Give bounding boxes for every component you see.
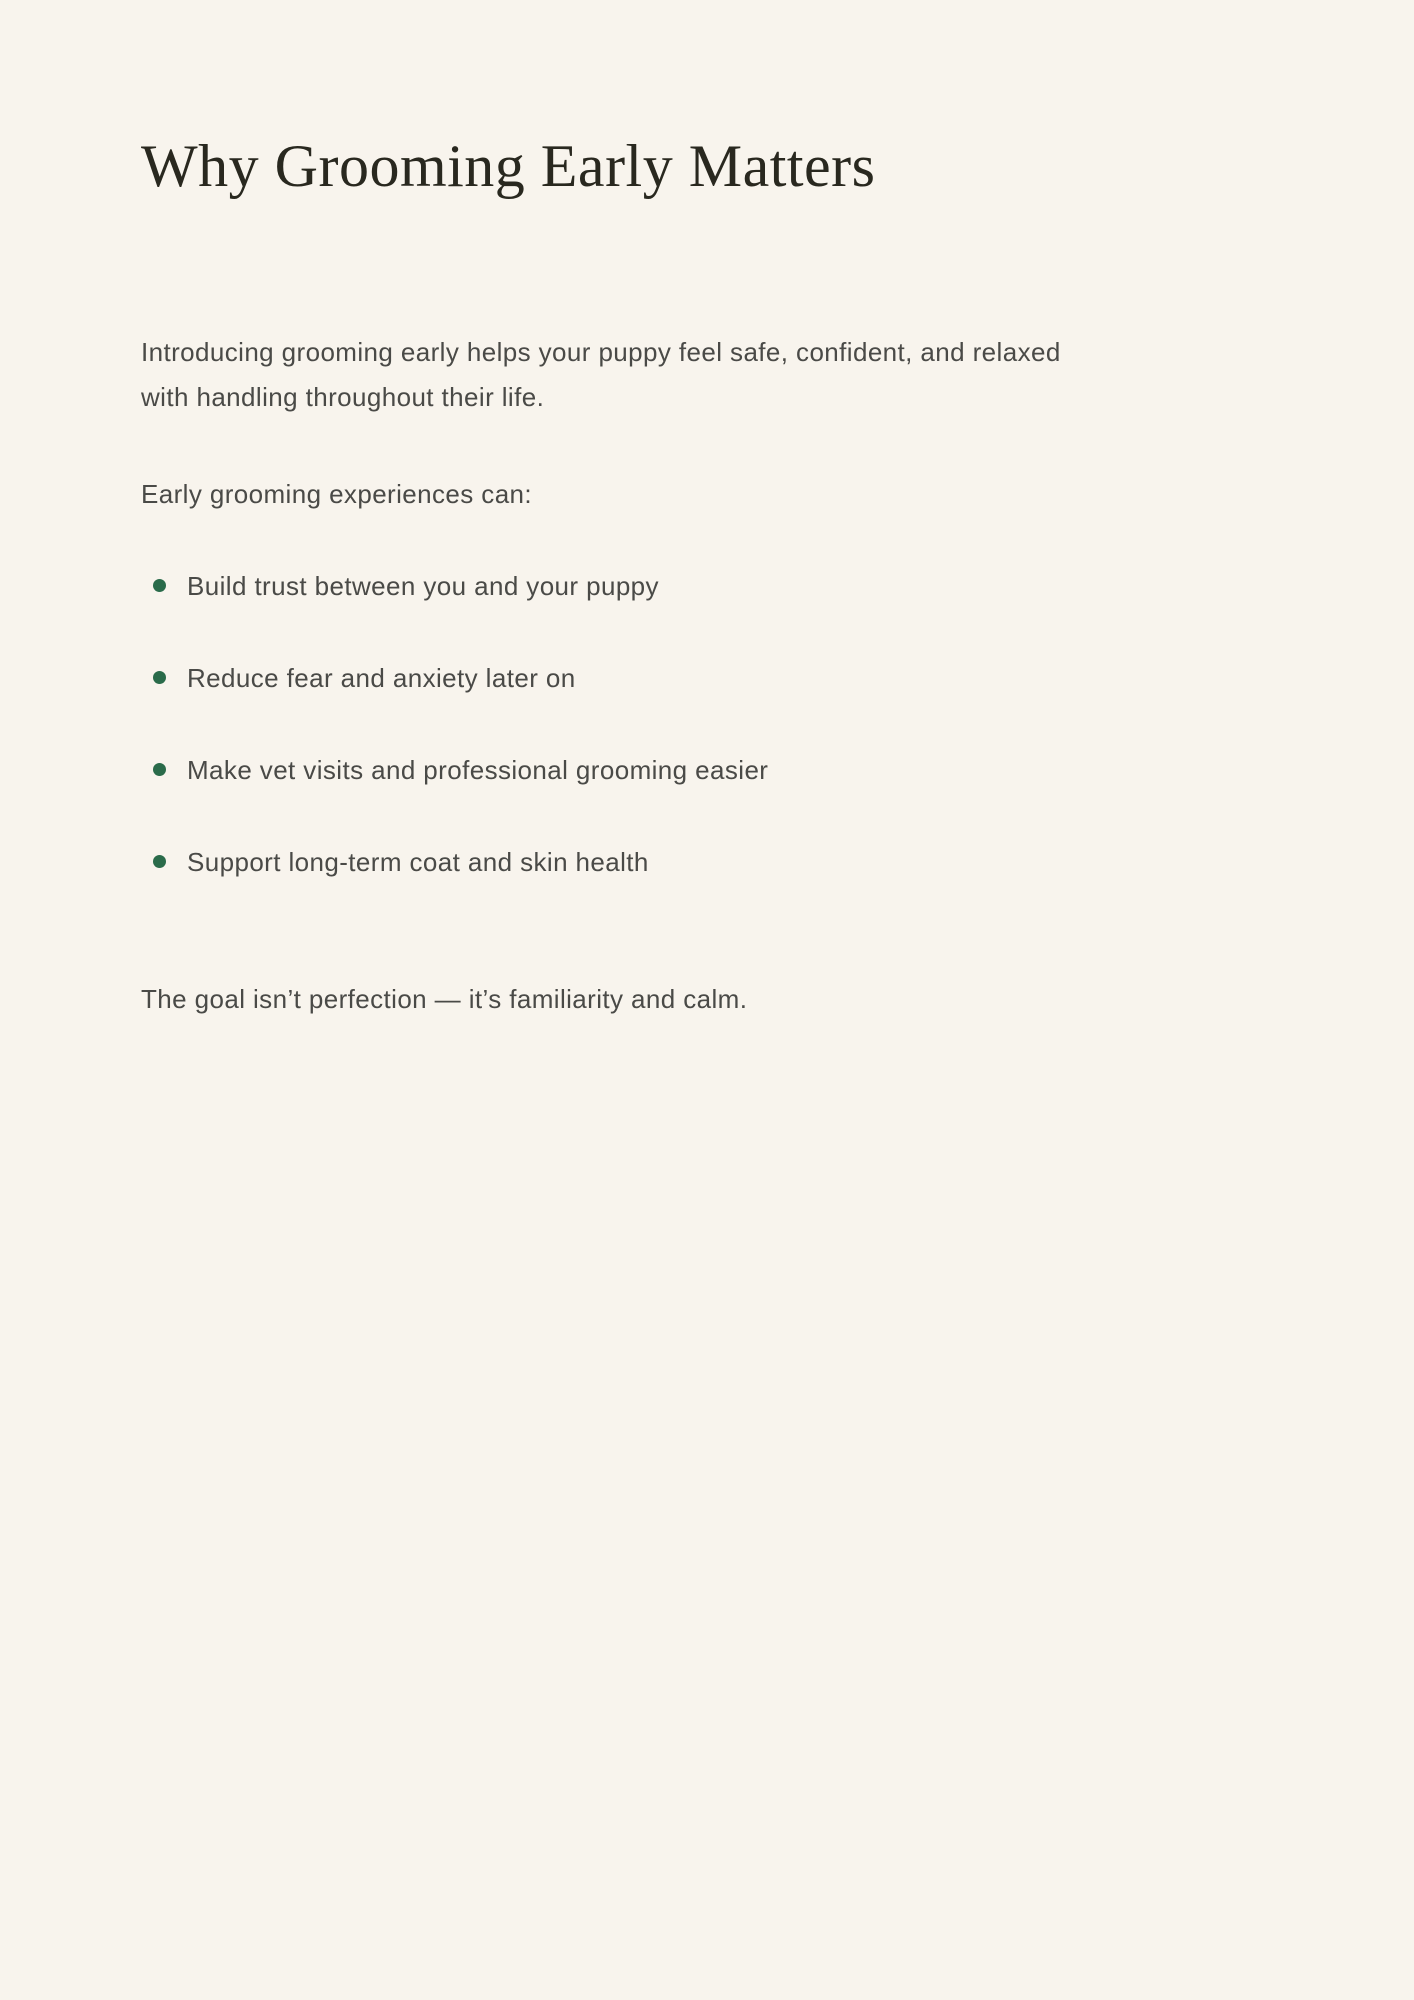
intro-paragraph: Introducing grooming early helps your puppy feel safe, confident, and relaxed with handling throughout their life. bbox=[141, 337, 1061, 412]
page-title: Why Grooming Early Matters bbox=[141, 133, 876, 199]
bullet-icon bbox=[153, 671, 166, 684]
bullet-icon bbox=[153, 763, 166, 776]
list-item-text: Build trust between you and your puppy bbox=[187, 571, 659, 601]
list-lead-text: Early grooming experiences can: bbox=[141, 479, 533, 509]
list-item bbox=[141, 570, 1141, 602]
list-item bbox=[141, 846, 1141, 878]
list-item-text: Support long-term coat and skin health bbox=[187, 847, 649, 877]
list-item bbox=[141, 662, 1141, 694]
closing-paragraph: The goal isn’t perfection — it’s familiarity and calm. bbox=[141, 984, 748, 1014]
bullet-icon bbox=[153, 855, 166, 868]
bullet-icon bbox=[153, 579, 166, 592]
benefits-list bbox=[141, 570, 1141, 938]
list-item-text: Reduce fear and anxiety later on bbox=[187, 663, 576, 693]
list-item-text: Make vet visits and professional grooming easier bbox=[187, 755, 769, 785]
list-item bbox=[141, 754, 1141, 786]
